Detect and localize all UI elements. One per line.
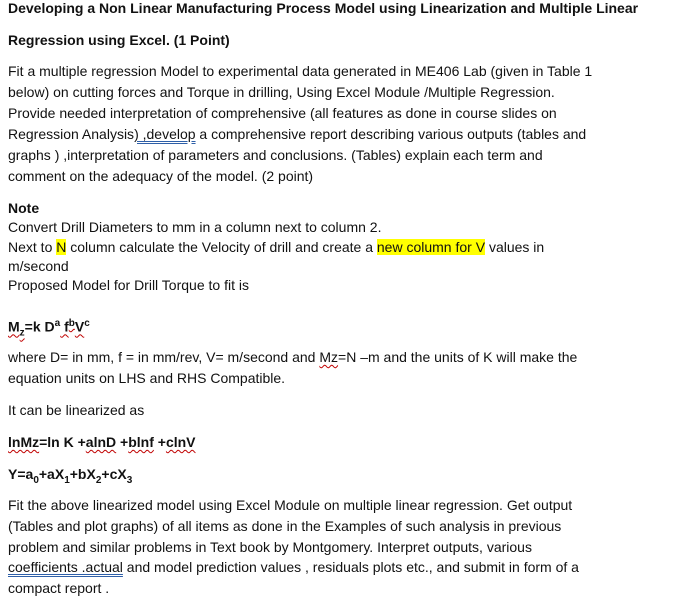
where-line-2: equation units on LHS and RHS Compatible.	[8, 370, 286, 386]
y-a0: 0	[33, 474, 39, 486]
note-line-2-a: Next to	[8, 239, 57, 255]
note-line-4: Proposed Model for Drill Torque to fit is	[8, 277, 249, 293]
ln-e: blnf	[128, 434, 154, 450]
model-v: V	[74, 318, 85, 335]
model-f: f	[60, 318, 69, 335]
note-line-3: m/second	[8, 258, 69, 274]
y-equation	[8, 466, 132, 486]
note-line-1: Convert Drill Diameters to mm in a column next to column 2.	[8, 219, 382, 235]
y-x3: 3	[126, 474, 133, 486]
title-line-1: Developing a Non Linear Manufacturing Process Model using Linearization and Multiple Linear	[8, 0, 639, 16]
para1-line-3: Provide needed interpretation of comprehensive (all features as done in course slides on	[8, 105, 557, 121]
y-d: +cX	[101, 466, 127, 482]
model-m: M	[8, 318, 20, 335]
y-x1: 1	[64, 474, 70, 486]
ln-f: +	[153, 434, 166, 450]
final-line-2: (Tables and plot graphs) of all items as done in the Examples of such analysis in previous	[8, 518, 562, 534]
title-line-2: Regression using Excel. (1 Point)	[8, 32, 230, 48]
ln-g: clnV	[165, 434, 196, 450]
ln-c: alnD	[85, 434, 117, 450]
model-z: z	[19, 327, 25, 339]
y-b: +aX	[38, 466, 65, 482]
y-x2: 2	[95, 474, 102, 486]
para1-line-5: graphs ) ,interpretation of parameters and conclusions. (Tables) explain each term and	[8, 147, 543, 163]
ln-b: =ln K +	[39, 434, 86, 450]
where-line-1	[8, 349, 577, 365]
para1-line-4-b: ) ,develop	[134, 126, 196, 142]
ln-d: +	[116, 434, 129, 450]
ln-equation	[8, 434, 196, 450]
where-line-1-a: where D= in mm, f = in mm/rev, V= m/second and	[8, 349, 320, 365]
para1-line-4	[8, 126, 586, 142]
model-equation	[8, 318, 90, 338]
para1-line-4-c: a comprehensive report describing various outputs (tables and	[195, 126, 587, 142]
ln-a: lnMz	[8, 434, 40, 450]
para1-line-1: Fit a multiple regression Model to experimental data generated in ME406 Lab (given in Table 1	[8, 63, 593, 79]
where-mz: Mz	[319, 349, 339, 365]
final-line-4	[8, 559, 579, 575]
final-line-3: problem and similar problems in Text book by Montgomery. Interpret outputs, various	[8, 539, 532, 555]
final-line-5: compact report .	[8, 580, 110, 596]
note-heading: Note	[8, 200, 40, 216]
linearized-text: It can be linearized as	[8, 402, 145, 418]
model-exp-b: b	[68, 318, 75, 329]
note-line-2	[8, 239, 544, 255]
note-highlight-n: N	[56, 239, 67, 255]
y-c: +bX	[69, 466, 96, 482]
model-exp-a: a	[54, 318, 61, 329]
para1-line-6: comment on the adequacy of the model. (2 point)	[8, 168, 314, 184]
note-line-2-c: column calculate the Velocity of drill and create a	[66, 239, 377, 255]
para1-line-2: below) on cutting forces and Torque in drilling, Using Excel Module /Multiple Regression.	[8, 84, 555, 100]
final-line-1: Fit the above linearized model using Excel Module on multiple linear regression. Get output	[8, 497, 573, 513]
note-highlight-v-column: new column for V	[376, 239, 486, 255]
para1-line-4-a: Regression Analysis	[8, 126, 135, 142]
model-exp-c: c	[84, 318, 90, 329]
model-eq: =k D	[24, 318, 55, 335]
note-line-2-e: values in	[485, 239, 545, 255]
final-line-4-a: coefficients .actual	[8, 559, 123, 575]
y-a: Y=a	[8, 466, 34, 482]
where-line-1-c: =N –m and the units of K will make the	[338, 349, 578, 365]
final-line-4-b: and model prediction values , residuals plots etc., and submit in form of a	[122, 559, 579, 575]
